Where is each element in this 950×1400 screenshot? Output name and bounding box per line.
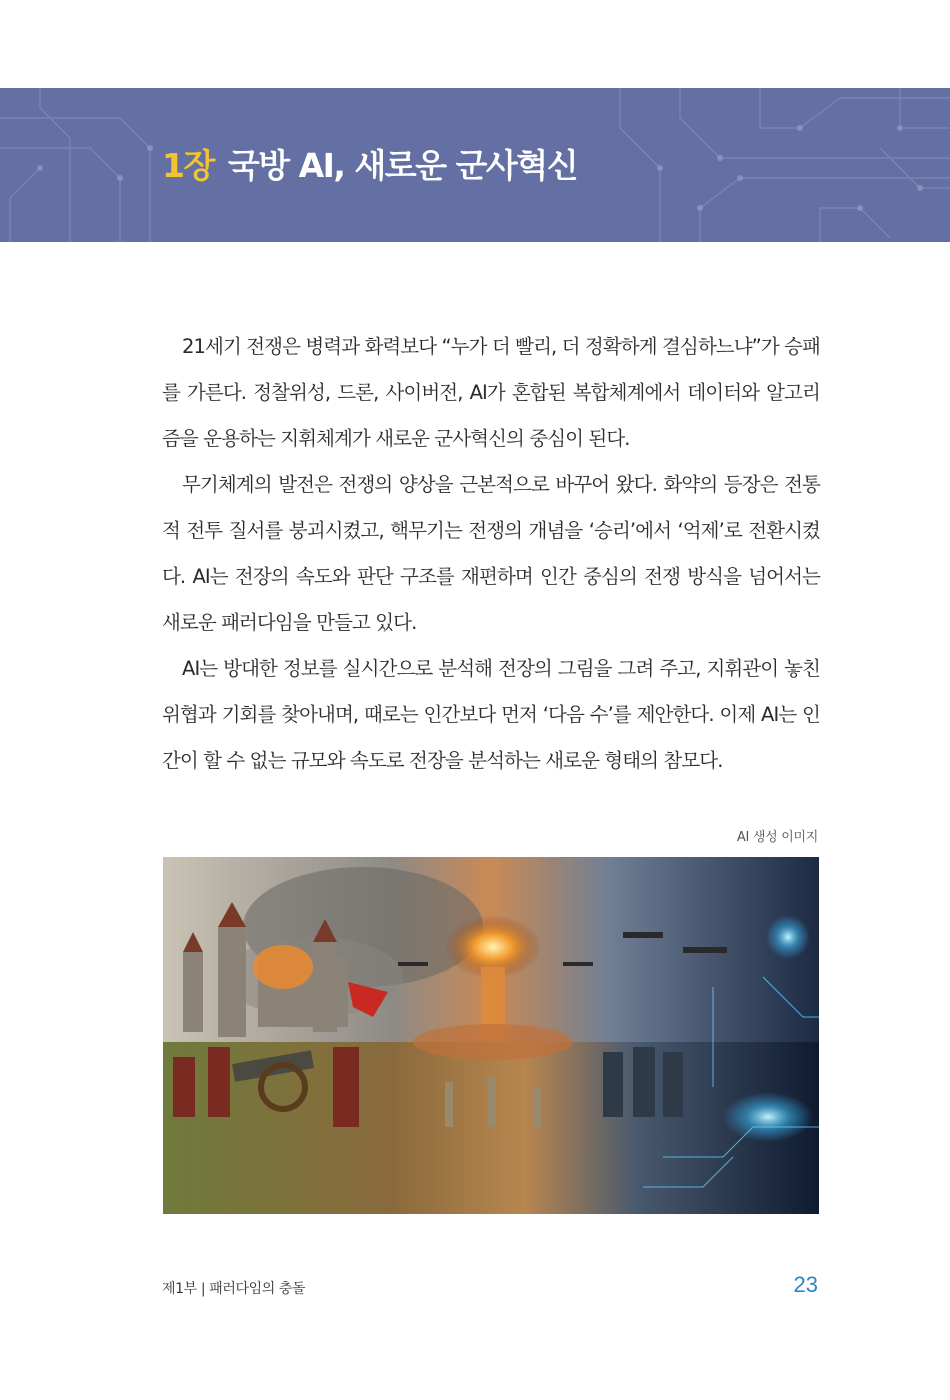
part-label: 제1부: [162, 1281, 197, 1297]
body-text: [162, 324, 820, 784]
running-footer: [162, 1278, 305, 1298]
paragraph: 무기체계의 발전은 전쟁의 양상을 근본적으로 바꾸어 왔다. 화약의 등장은 전통적 전투 질서를 붕괴시켰고, 핵무기는 전쟁의 개념을 ‘승리’에서 ‘억제’로 전환시켰다. AI는 전장의 속도와 판단 구조를 재편하며 인간 중심의 전쟁 방식을 넘어서는 새로운 패러다임을 만들고 있다.: [162, 473, 820, 634]
part-title: 패러다임의 충돌: [209, 1281, 306, 1297]
footer-separator: |: [200, 1281, 206, 1297]
paragraph: AI는 방대한 정보를 실시간으로 분석해 전장의 그림을 그려 주고, 지휘관이 놓친 위협과 기회를 찾아내며, 때로는 인간보다 먼저 ‘다음 수’를 제안한다. 이제 AI는 인간이 할 수 없는 규모와 속도로 전장을 분석하는 새로운 형태의 참모다.: [162, 657, 820, 772]
page-number: 23: [793, 1272, 818, 1297]
war-evolution-image: [163, 857, 819, 1214]
chapter-title: 국방 AI, 새로운 군사혁신: [227, 146, 578, 185]
figure-caption: AI 생성 이미지: [736, 830, 818, 845]
chapter-heading: [162, 140, 577, 190]
paragraph: 21세기 전쟁은 병력과 화력보다 “누가 더 빨리, 더 정확하게 결심하느냐”가 승패를 가른다. 정찰위성, 드론, 사이버전, AI가 혼합된 복합체계에서 데이터와 알고리즘을 운용하는 지휘체계가 새로운 군사혁신의 중심이 된다.: [162, 335, 820, 450]
ai-generated-war-illustration: [163, 857, 819, 1214]
chapter-number: 1장: [162, 146, 214, 185]
